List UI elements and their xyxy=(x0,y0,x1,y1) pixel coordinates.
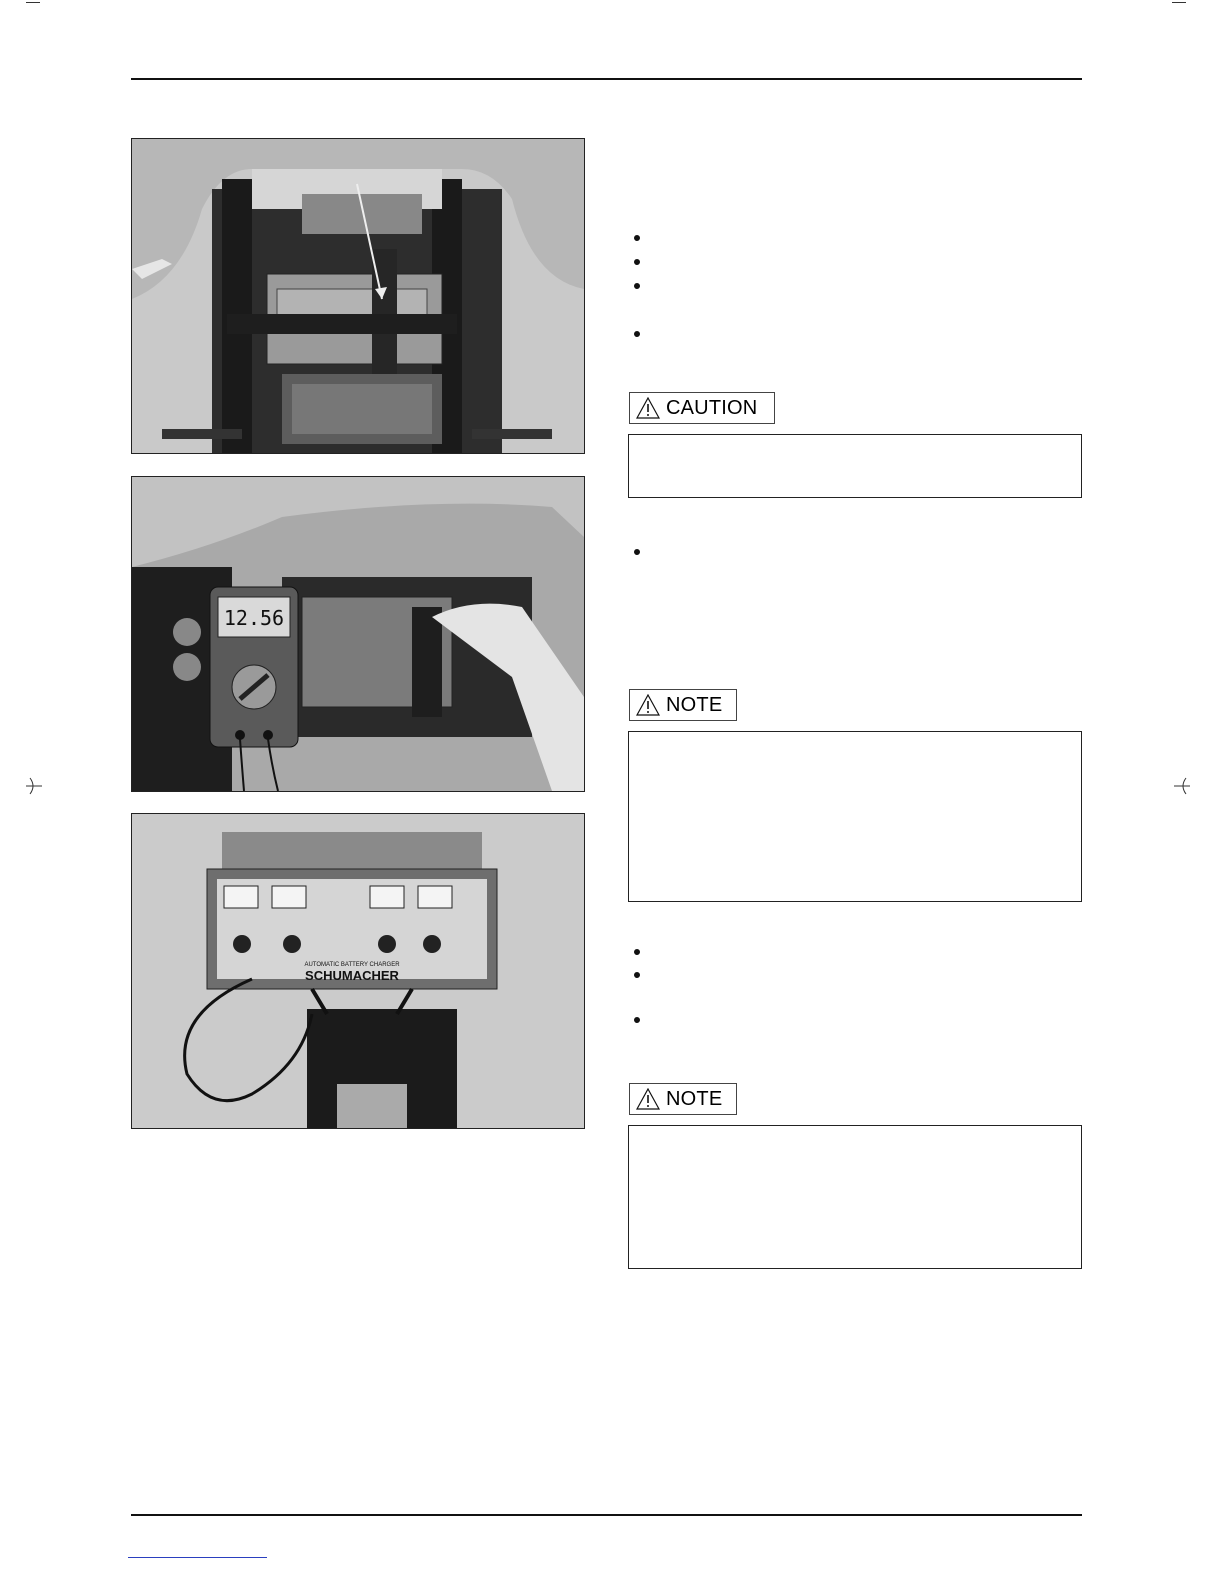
bullet-8 xyxy=(634,1017,640,1023)
caution-label xyxy=(629,392,775,424)
bullet-3 xyxy=(634,283,640,289)
note-box-1 xyxy=(628,731,1082,902)
note-label-1 xyxy=(629,689,737,721)
warning-triangle-icon xyxy=(636,397,660,419)
registration-mark-right-icon xyxy=(1172,776,1192,796)
registration-mark-left-icon xyxy=(24,776,44,796)
note-label-2 xyxy=(629,1083,737,1115)
warning-triangle-icon xyxy=(636,1088,660,1110)
charger-brand: SCHUMACHER xyxy=(305,968,399,983)
charger-caption: AUTOMATIC BATTERY CHARGER xyxy=(304,962,400,968)
warning-triangle-icon xyxy=(636,694,660,716)
bullet-5 xyxy=(634,549,640,555)
footer-rule xyxy=(131,1514,1082,1516)
bullet-7 xyxy=(634,972,640,978)
note-text-2: NOTE xyxy=(666,1087,723,1110)
bullet-2 xyxy=(634,259,640,265)
multimeter-reading: 12.56 xyxy=(223,606,285,630)
bullet-4 xyxy=(634,331,640,337)
multimeter-photo xyxy=(131,476,585,792)
header-rule xyxy=(131,78,1082,80)
bullet-1 xyxy=(634,235,640,241)
footer-link-underline[interactable] xyxy=(128,1557,267,1558)
note-text-1: NOTE xyxy=(666,693,723,716)
battery-compartment-photo xyxy=(131,138,585,454)
crop-mark-top-right xyxy=(1172,2,1186,3)
bullet-6 xyxy=(634,949,640,955)
note-box-2 xyxy=(628,1125,1082,1269)
caution-box xyxy=(628,434,1082,498)
crop-mark-top-left xyxy=(26,2,40,3)
charger-photo xyxy=(131,813,585,1129)
caution-text: CAUTION xyxy=(666,396,758,419)
